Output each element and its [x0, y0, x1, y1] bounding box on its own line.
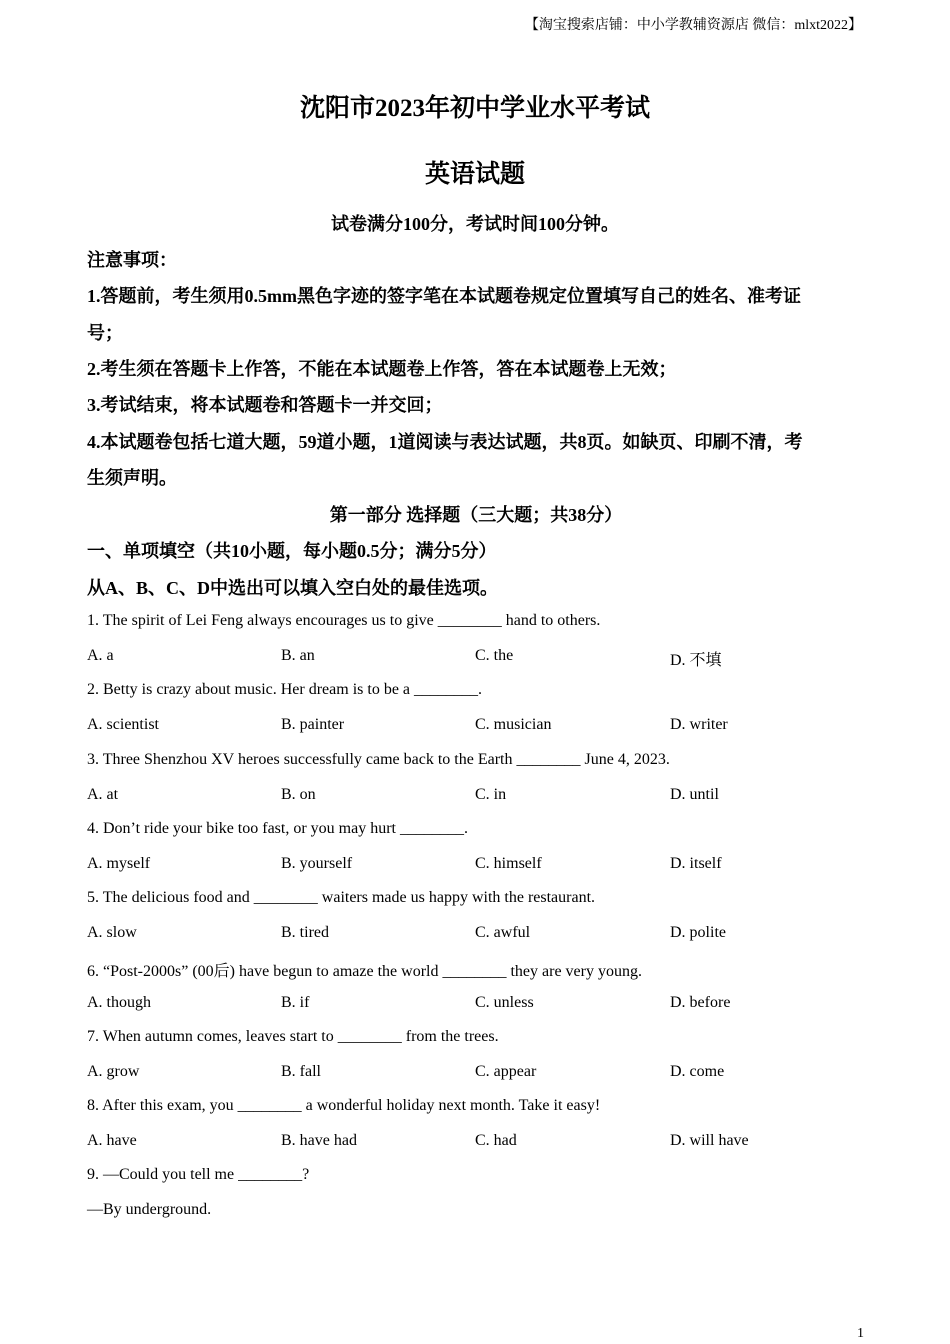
option-c: C. had	[475, 1132, 517, 1149]
option-d: D. writer	[670, 716, 728, 733]
option-d: D. come	[670, 1063, 725, 1080]
option-d: D. polite	[670, 924, 726, 941]
page-number: 1	[857, 1326, 864, 1341]
section-instruction: 从A、B、C、D中选出可以填入空白处的最佳选项。	[87, 578, 499, 598]
option-d: D. 不填	[670, 652, 722, 669]
question-options-1	[87, 647, 865, 669]
option-b: B. fall	[281, 1063, 321, 1080]
option-a: A. grow	[87, 1063, 140, 1080]
option-b: B. an	[281, 647, 315, 664]
question-stem-4: 4. Don’t ride your bike too fast, or you may hurt ________.	[87, 820, 468, 837]
option-d: D. will have	[670, 1132, 749, 1149]
question-options-2	[87, 716, 865, 738]
question-9-dialogue-reply: —By underground.	[87, 1201, 212, 1218]
option-c: C. the	[475, 647, 514, 664]
option-c: C. awful	[475, 924, 531, 941]
option-a: A. have	[87, 1132, 137, 1149]
question-options-8	[87, 1132, 865, 1154]
option-a: A. a	[87, 647, 114, 664]
question-stem-8: 8. After this exam, you ________ a wonderful holiday next month. Take it easy!	[87, 1097, 601, 1114]
option-b: B. on	[281, 786, 316, 803]
notice-item-3: 3.考试结束，将本试题卷和答题卡一并交回；	[87, 395, 443, 415]
option-d: D. itself	[670, 855, 722, 872]
question-options-3	[87, 786, 865, 808]
question-stem-2: 2. Betty is crazy about music. Her dream is to be a ________.	[87, 681, 483, 698]
question-stem-9: 9. —Could you tell me ________?	[87, 1166, 310, 1183]
option-b: B. painter	[281, 716, 345, 733]
option-a: A. at	[87, 786, 119, 803]
option-c: C. appear	[475, 1063, 537, 1080]
option-c: C. in	[475, 786, 507, 803]
question-options-7	[87, 1063, 865, 1085]
option-d: D. before	[670, 994, 731, 1011]
option-a: A. myself	[87, 855, 151, 872]
notice-item-1: 1.答题前，考生须用0.5mm黑色字迹的签字笔在本试题卷规定位置填写自己的姓名、准考证	[87, 286, 801, 306]
exam-title: 沈阳市2023年初中学业水平考试	[299, 95, 650, 122]
option-b: B. yourself	[281, 855, 353, 872]
notice-item-1-cont: 号；	[87, 323, 123, 343]
exam-subtitle: 英语试题	[424, 161, 525, 188]
option-b: B. if	[281, 994, 310, 1011]
notice-item-4-cont: 生须声明。	[87, 468, 177, 488]
exam-info: 试卷满分100分，考试时间100分钟。	[331, 214, 619, 234]
question-options-6	[87, 994, 865, 1016]
option-a: A. though	[87, 994, 151, 1011]
question-options-4	[87, 855, 865, 877]
option-c: C. himself	[475, 855, 542, 872]
notice-title: 注意事项：	[87, 250, 177, 270]
notice-item-4: 4.本试题卷包括七道大题，59道小题，1道阅读与表达试题，共8页。如缺页、印刷不清，考	[87, 432, 803, 452]
question-stem-5: 5. The delicious food and ________ waiters made us happy with the restaurant.	[87, 889, 596, 906]
option-a: A. scientist	[87, 716, 159, 733]
option-c: C. unless	[475, 994, 534, 1011]
option-b: B. have had	[281, 1132, 357, 1149]
option-d: D. until	[670, 786, 719, 803]
option-a: A. slow	[87, 924, 137, 941]
question-stem-1: 1. The spirit of Lei Feng always encourages us to give ________ hand to others.	[87, 612, 601, 629]
question-options-5	[87, 924, 865, 946]
header-note: 【淘宝搜索店铺：中小学教辅资源店 微信：mlxt2022】	[524, 18, 862, 33]
question-stem-7: 7. When autumn comes, leaves start to ________ from the trees.	[87, 1028, 499, 1045]
question-stem-3: 3. Three Shenzhou XV heroes successfully came back to the Earth ________ June 4, 2023.	[87, 751, 670, 768]
question-stem-6: 6. “Post-2000s” (00后) have begun to amaze the world ________ they are very young.	[87, 963, 642, 980]
option-b: B. tired	[281, 924, 329, 941]
notice-item-2: 2.考生须在答题卡上作答，不能在本试题卷上作答，答在本试题卷上无效；	[87, 359, 677, 379]
option-c: C. musician	[475, 716, 552, 733]
part-title: 第一部分 选择题（三大题；共38分）	[329, 505, 623, 525]
section-title: 一、单项填空（共10小题，每小题0.5分；满分5分）	[87, 541, 497, 561]
